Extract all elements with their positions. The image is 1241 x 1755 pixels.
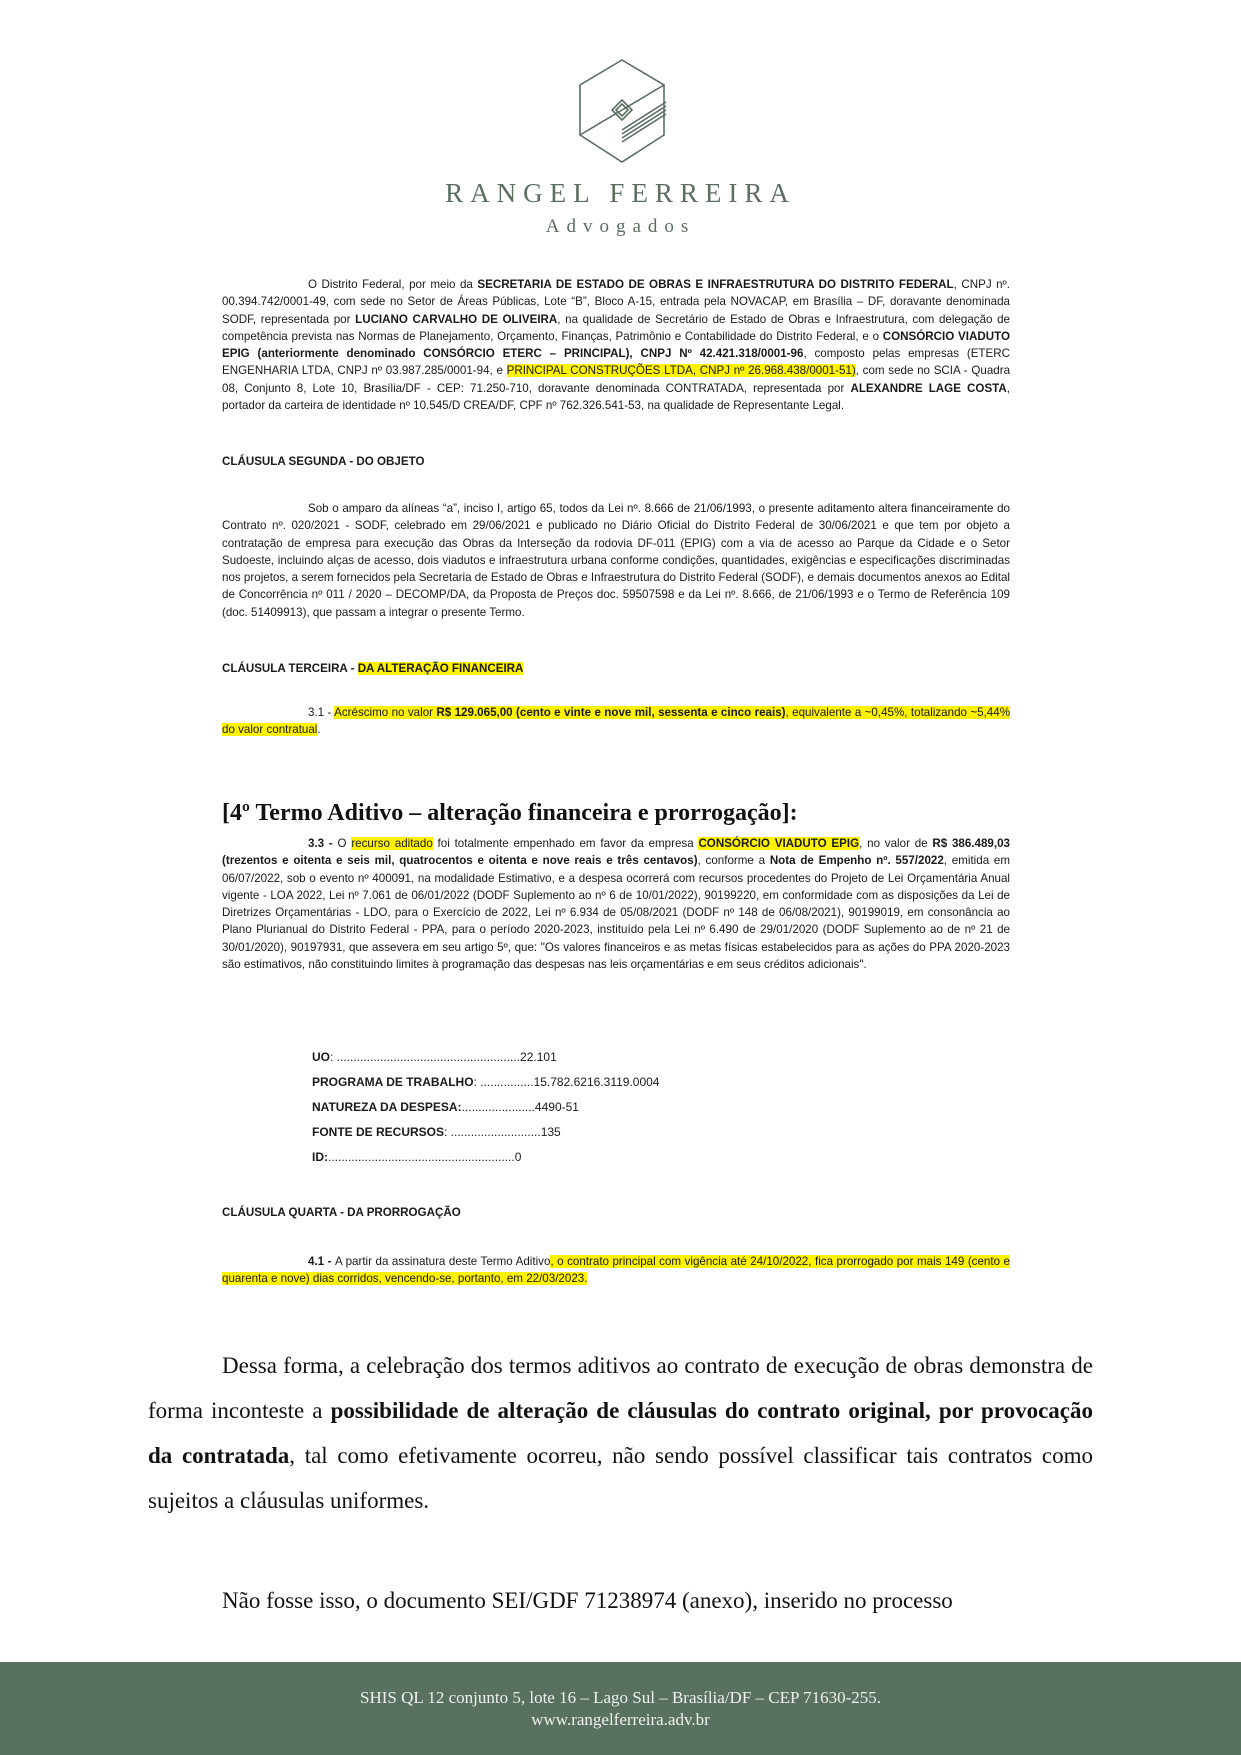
bold-text: ALEXANDRE LAGE COSTA <box>850 381 1007 395</box>
budget-row <box>312 1075 659 1100</box>
text-run: , no valor de <box>859 837 933 850</box>
firm-name: RANGEL FERREIRA <box>445 178 796 208</box>
budget-label: ID: <box>312 1150 328 1164</box>
budget-value: 15.782.6216.3119.0004 <box>533 1075 660 1089</box>
text-run: foi totalmente empenhado em favor da empresa <box>432 837 699 850</box>
termo-aditivo-title: [4º Termo Aditivo – alteração financeira e prorrogação]: <box>222 800 798 826</box>
footer-address: SHIS QL 12 conjunto 5, lote 16 – Lago Sul – Brasília/DF – CEP 71630-255. <box>359 1688 881 1707</box>
budget-row <box>312 1050 659 1075</box>
highlighted-text: recurso aditado <box>351 837 433 850</box>
text-run: , na qualidade de Secretário de Estado de Obras e Infraestrutura, com delegação de competência prevista nas Normas de Planejamento, Orçamento, Finanças, Patrimônio e Contabilidade do Distrito Federal, e o <box>222 312 1010 343</box>
bold-text: SECRETARIA DE ESTADO DE OBRAS E INFRAESTRUTURA DO DISTRITO FEDERAL <box>477 278 954 291</box>
budget-dots: : ....................................................... <box>330 1050 521 1064</box>
bold-text: 3.3 - <box>308 837 338 850</box>
item-highlight: , o contrato principal com vigência até 24/10/2022, fica prorrogado por mais 149 (cento e quarenta e nove) dias corridos, vencendo-se, portanto, em 22/03/2023. <box>222 1255 1010 1286</box>
highlighted-text: CONSÓRCIO VIADUTO EPIG <box>698 837 860 850</box>
text-run: O Distrito Federal, por meio da <box>308 278 478 291</box>
text-run: , portador da carteira de identidade nº 10.545/D CREA/DF, CPF nº 762.326.541-53, na qualidade de Representante Legal. <box>222 381 1010 413</box>
bold-text: Nota de Empenho nº. 557/2022 <box>769 854 944 868</box>
bold-text: LUCIANO CARVALHO DE OLIVEIRA <box>355 312 558 326</box>
budget-label: PROGRAMA DE TRABALHO <box>312 1075 474 1089</box>
item-number: 4.1 - <box>308 1255 335 1268</box>
contract-parties-paragraph <box>222 276 1010 414</box>
budget-row <box>312 1150 659 1175</box>
body-paragraph-1 <box>148 1343 1093 1523</box>
clausula-terceira-prefix: CLÁUSULA TERCEIRA - <box>222 662 358 675</box>
budget-label: NATUREZA DA DESPESA: <box>312 1100 462 1114</box>
body-paragraph-2 <box>148 1578 1093 1623</box>
para1-bold: possibilidade de alteração de cláusulas do contrato original, por provocação da contratada <box>148 1398 1093 1468</box>
budget-value: 22.101 <box>520 1050 557 1064</box>
budget-row <box>312 1100 659 1125</box>
hexagon-cube-logo-icon <box>574 58 670 168</box>
para1-a: Dessa forma, a celebração dos termos aditivos ao contrato de execução de obras demonstra de forma inconteste a <box>148 1353 1093 1423</box>
budget-label: FONTE DE RECURSOS <box>312 1125 445 1139</box>
item-plain: A partir da assinatura deste Termo Aditivo <box>334 1255 551 1268</box>
budget-row <box>312 1125 659 1150</box>
text-run: , emitida em 06/07/2022, sob o evento nº 400091, na modalidade Estimativo, e a despesa ocorrerá com recursos procedentes do Projeto de Lei Orçamentária Anual vigente - LOA 2022, Lei nº 7.061 de 06/01/2022 (DODF Suplemento ao nº 6 de 10/01/2022), 90199220, em conformidade com as disposições da Lei de Diretrizes Orçamentárias - LDO, para o Exercício de 2022, Lei nº 6.934 de 05/08/2021 (DODF nº 148 de 06/08/2021), 90199019, em consonância ao Plano Plurianual do Distrito Federal - PPA, para o período 2020-2023, instituído pela Lei nº 6.490 de 29/01/2020 (DODF Suplemento ao de nº 21 de 30/01/2020), 90197931, que assevera em seu artigo 5º, que: "Os valores financeiros e as metas físicas estabelecidos para as ações do PPA 2020-2023 são estimativos, não constituindo limites à programação das despesas nas leis orçamentárias e em seus créditos adicionais". <box>222 854 1010 972</box>
clausula-terceira-heading <box>222 660 1010 677</box>
firm-subtitle: Advogados <box>545 216 696 237</box>
text-run: , com sede no SCIA - Quadra 08, Conjunto 8, Lote 10, Brasília/DF - CEP: 71.250-710, doravante denominada CONTRATADA, representada por <box>222 364 1011 395</box>
budget-dots: ...................... <box>461 1100 535 1114</box>
budget-dots: ........................................................ <box>328 1150 515 1164</box>
item-highlight-b: , equivalente a ~0,45%, totalizando ~5,44% do valor contratual <box>222 706 1011 737</box>
text-run: O <box>337 837 352 850</box>
footer-bar <box>0 1662 1241 1755</box>
clause-3-3-paragraph <box>222 835 1010 973</box>
item-amount: R$ 129.065,00 (cento e vinte e nove mil, sessenta e cinco reais) <box>436 706 786 719</box>
clausula-terceira-highlight: DA ALTERAÇÃO FINANCEIRA <box>357 662 524 675</box>
bold-text: CONSÓRCIO VIADUTO EPIG (anteriormente denominado CONSÓRCIO ETERC – PRINCIPAL), CNPJ Nº 42.421.318/0001-96 <box>222 329 1011 361</box>
budget-allocation-list <box>312 1050 659 1175</box>
highlighted-text: PRINCIPAL CONSTRUÇÕES LTDA, CNPJ nº 26.968.438/0001-51) <box>506 364 856 378</box>
item-number: 3.1 - <box>308 706 335 719</box>
parties-text <box>222 278 1010 412</box>
item-end: . <box>317 723 321 737</box>
text-run: , conforme a <box>697 854 770 868</box>
bold-text: R$ 386.489,03 (trezentos e oitenta e seis mil, quatrocentos e oitenta e nove reais e três centavos) <box>222 837 1010 868</box>
clausula-segunda-body: Sob o amparo da alíneas “a”, inciso I, artigo 65, todos da Lei nº. 8.666 de 21/06/1993, o presente aditamento altera financeiramente do Contrato nº. 020/2021 - SODF, celebrado em 29/06/2021 e publicado no Diário Oficial do Distrito Federal de 30/06/2021 e que tem por objeto a contratação de empresa para execução das Obras da Interseção da rodovia DF-011 (EPIG) com a via de acesso ao Parque da Cidade e o Setor Sudoeste, incluindo alças de acesso, dois viadutos e infraestrutura urbana conforme condições, quantidades, exigências e especificações discriminadas nos projetos, a serem fornecidos pela Secretaria de Estado de Obras e Infraestrutura do Distrito Federal (SODF), e demais documentos anexos ao Edital de Concorrência nº 011 / 2020 – DECOMP/DA, da Proposta de Preços doc. 59507598 e da Lei nº. 8.666, de 21/06/1993 e o Termo de Referência 109 (doc. 51409913), que passam a integrar o presente Termo. <box>222 502 1010 619</box>
clausula-segunda-heading: CLÁUSULA SEGUNDA - DO OBJETO <box>222 455 425 468</box>
budget-dots: : ................ <box>473 1075 534 1089</box>
text-run: , CNPJ nº. 00.394.742/0001-49, com sede no Setor de Áreas Públicas, Lote “B”, Bloco A-15, entrada pela NOVACAP, em Brasília – DF, doravante denominada SODF, representada por <box>222 278 1011 326</box>
clausula-quarta-heading: CLÁUSULA QUARTA - DA PRORROGAÇÃO <box>222 1206 461 1219</box>
budget-label: UO <box>312 1050 330 1064</box>
budget-value: 0 <box>514 1150 522 1164</box>
budget-value: 4490-51 <box>534 1100 579 1114</box>
clausula-segunda-text <box>222 500 1010 621</box>
para2-text: Não fosse isso, o documento SEI/GDF 71238974 (anexo), inserido no processo <box>222 1588 953 1613</box>
footer-website[interactable]: www.rangelferreira.adv.br <box>531 1710 710 1729</box>
budget-value: 135 <box>540 1125 561 1139</box>
item-highlight-a: Acréscimo no valor <box>334 706 437 719</box>
text-run: , composto pelas empresas (ETERC ENGENHARIA LTDA, CNPJ nº 03.987.285/0001-94, e <box>222 347 1010 378</box>
clausula-terceira-item <box>222 704 1010 739</box>
budget-dots: : ........................... <box>444 1125 541 1139</box>
clause-3-3-text <box>222 837 1010 971</box>
para1-c: , tal como efetivamente ocorreu, não sendo possível classificar tais contratos como sujeitos a cláusulas uniformes. <box>148 1443 1093 1513</box>
clausula-quarta-item <box>222 1253 1010 1288</box>
